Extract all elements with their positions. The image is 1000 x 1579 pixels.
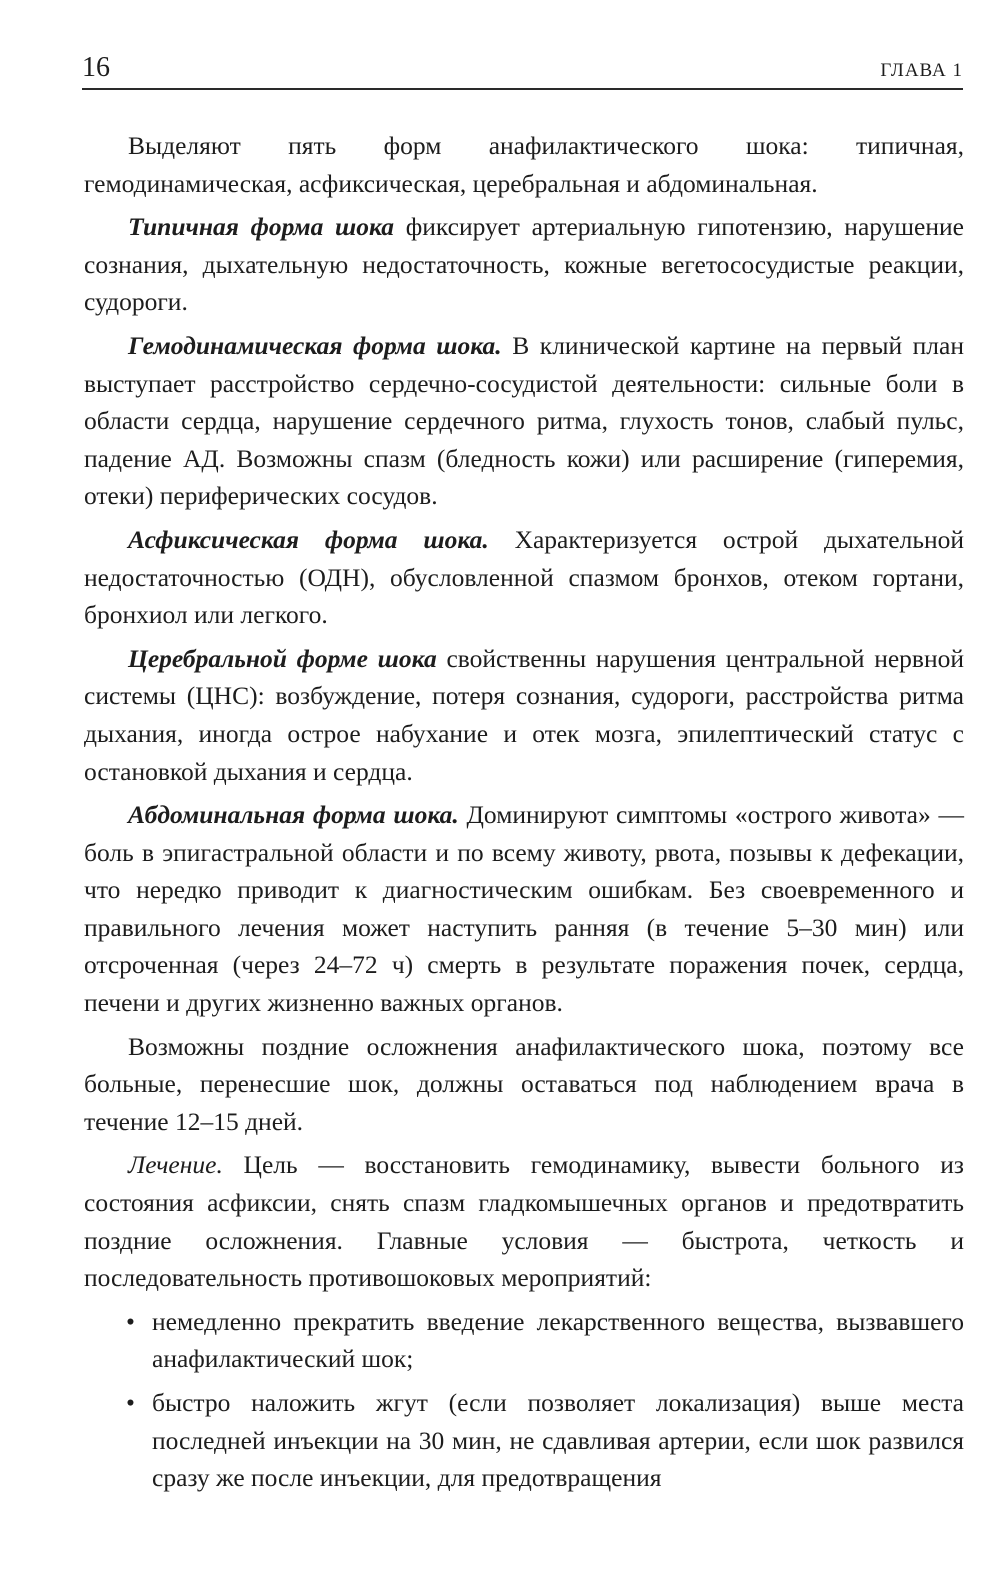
paragraph-text: Доминируют симптомы «острого живота» — боль в эпигастральной области и по всему животу, рвота, позывы к дефекации, что нередко приводит к диагностическим ошибкам. Без своевременного и правильного лечения может наступить ранняя (в течение 5–30 мин) или отсроченная (через 24–72 ч) смерть в результате поражения почек, сердца, печени и других жизненно важных органов. bbox=[84, 800, 964, 1018]
paragraph-typical-form bbox=[84, 208, 964, 321]
paragraph-text: Цель — восстановить гемодинамику, вывести больного из состояния асфиксии, снять спазм гладкомышечных органов и предотвратить поздние осложнения. Главные условия — быстрота, четкость и последовательность противошоковых мероприятий: bbox=[84, 1150, 964, 1293]
term-cerebral-form: Церебральной форме шока bbox=[128, 643, 437, 673]
list-item-text: немедленно прекратить введение лекарственного вещества, вызвавшего анафилактический шок; bbox=[152, 1306, 964, 1374]
term-typical-form: Типичная форма шока bbox=[128, 212, 395, 242]
list-item bbox=[84, 1303, 964, 1378]
term-asphyxic-form: Асфиксическая форма шока. bbox=[128, 524, 489, 554]
list-item bbox=[84, 1384, 964, 1497]
paragraph-abdominal-form bbox=[84, 796, 964, 1022]
paragraph-treatment bbox=[84, 1146, 964, 1296]
paragraph-text: В клинической картине на первый план выступает расстройство сердечно-сосудистой деятельности: сильные боли в области сердца, нарушение сердечного ритма, глухость тонов, слабый пульс, падение АД. Возможны спазм (бледность кожи) или расширение (гиперемия, отеки) периферических сосудов. bbox=[84, 330, 964, 511]
list-item-text: быстро наложить жгут (если позволяет локализация) выше места последней инъекции на 30 мин, не сдавливая артерии, если шок развился сразу же после инъекции, для предотвращения bbox=[152, 1388, 964, 1493]
term-abdominal-form: Абдоминальная форма шока. bbox=[128, 800, 459, 830]
paragraph-text: Возможны поздние осложнения анафилактического шока, поэтому все больные, перенесшие шок, должны оставаться под наблюдением врача в течение 12–15 дней. bbox=[84, 1031, 964, 1136]
paragraph-late-complications bbox=[84, 1028, 964, 1141]
paragraph-asphyxic-form bbox=[84, 521, 964, 634]
paragraph-text: фиксирует артериальную гипотензию, нарушение сознания, дыхательную недостаточность, кожные вегетососудистые реакции, судороги. bbox=[84, 212, 964, 317]
bullet-icon: • bbox=[126, 1306, 135, 1336]
paragraph-cerebral-form bbox=[84, 640, 964, 790]
page-number: 16 bbox=[82, 52, 110, 83]
treatment-list bbox=[84, 1303, 964, 1497]
chapter-title: ГЛАВА 1 bbox=[880, 60, 963, 81]
bullet-icon: • bbox=[126, 1388, 135, 1417]
paragraph-text: Выделяют пять форм анафилактического шока: типичная, гемодинамическая, асфиксическая, церебральная и абдоминальная. bbox=[84, 131, 964, 198]
term-treatment: Лечение. bbox=[128, 1150, 223, 1180]
paragraph-text: Характеризуется острой дыхательной недостаточностью (ОДН), обусловленной спазмом бронхов, отеком гортани, бронхиол или легкого. bbox=[84, 524, 964, 630]
page-header bbox=[82, 50, 963, 90]
paragraph-intro bbox=[84, 127, 964, 202]
body-text bbox=[84, 127, 964, 1497]
paragraph-text: свойственны нарушения центральной нервной системы (ЦНС): возбуждение, потеря сознания, судороги, расстройства ритма дыхания, иногда острое набухание и отек мозга, эпилептический статус с остановкой дыхания и сердца. bbox=[84, 643, 964, 786]
term-hemodynamic-form: Гемодинамическая форма шока. bbox=[128, 330, 502, 360]
paragraph-hemodynamic-form bbox=[84, 327, 964, 515]
